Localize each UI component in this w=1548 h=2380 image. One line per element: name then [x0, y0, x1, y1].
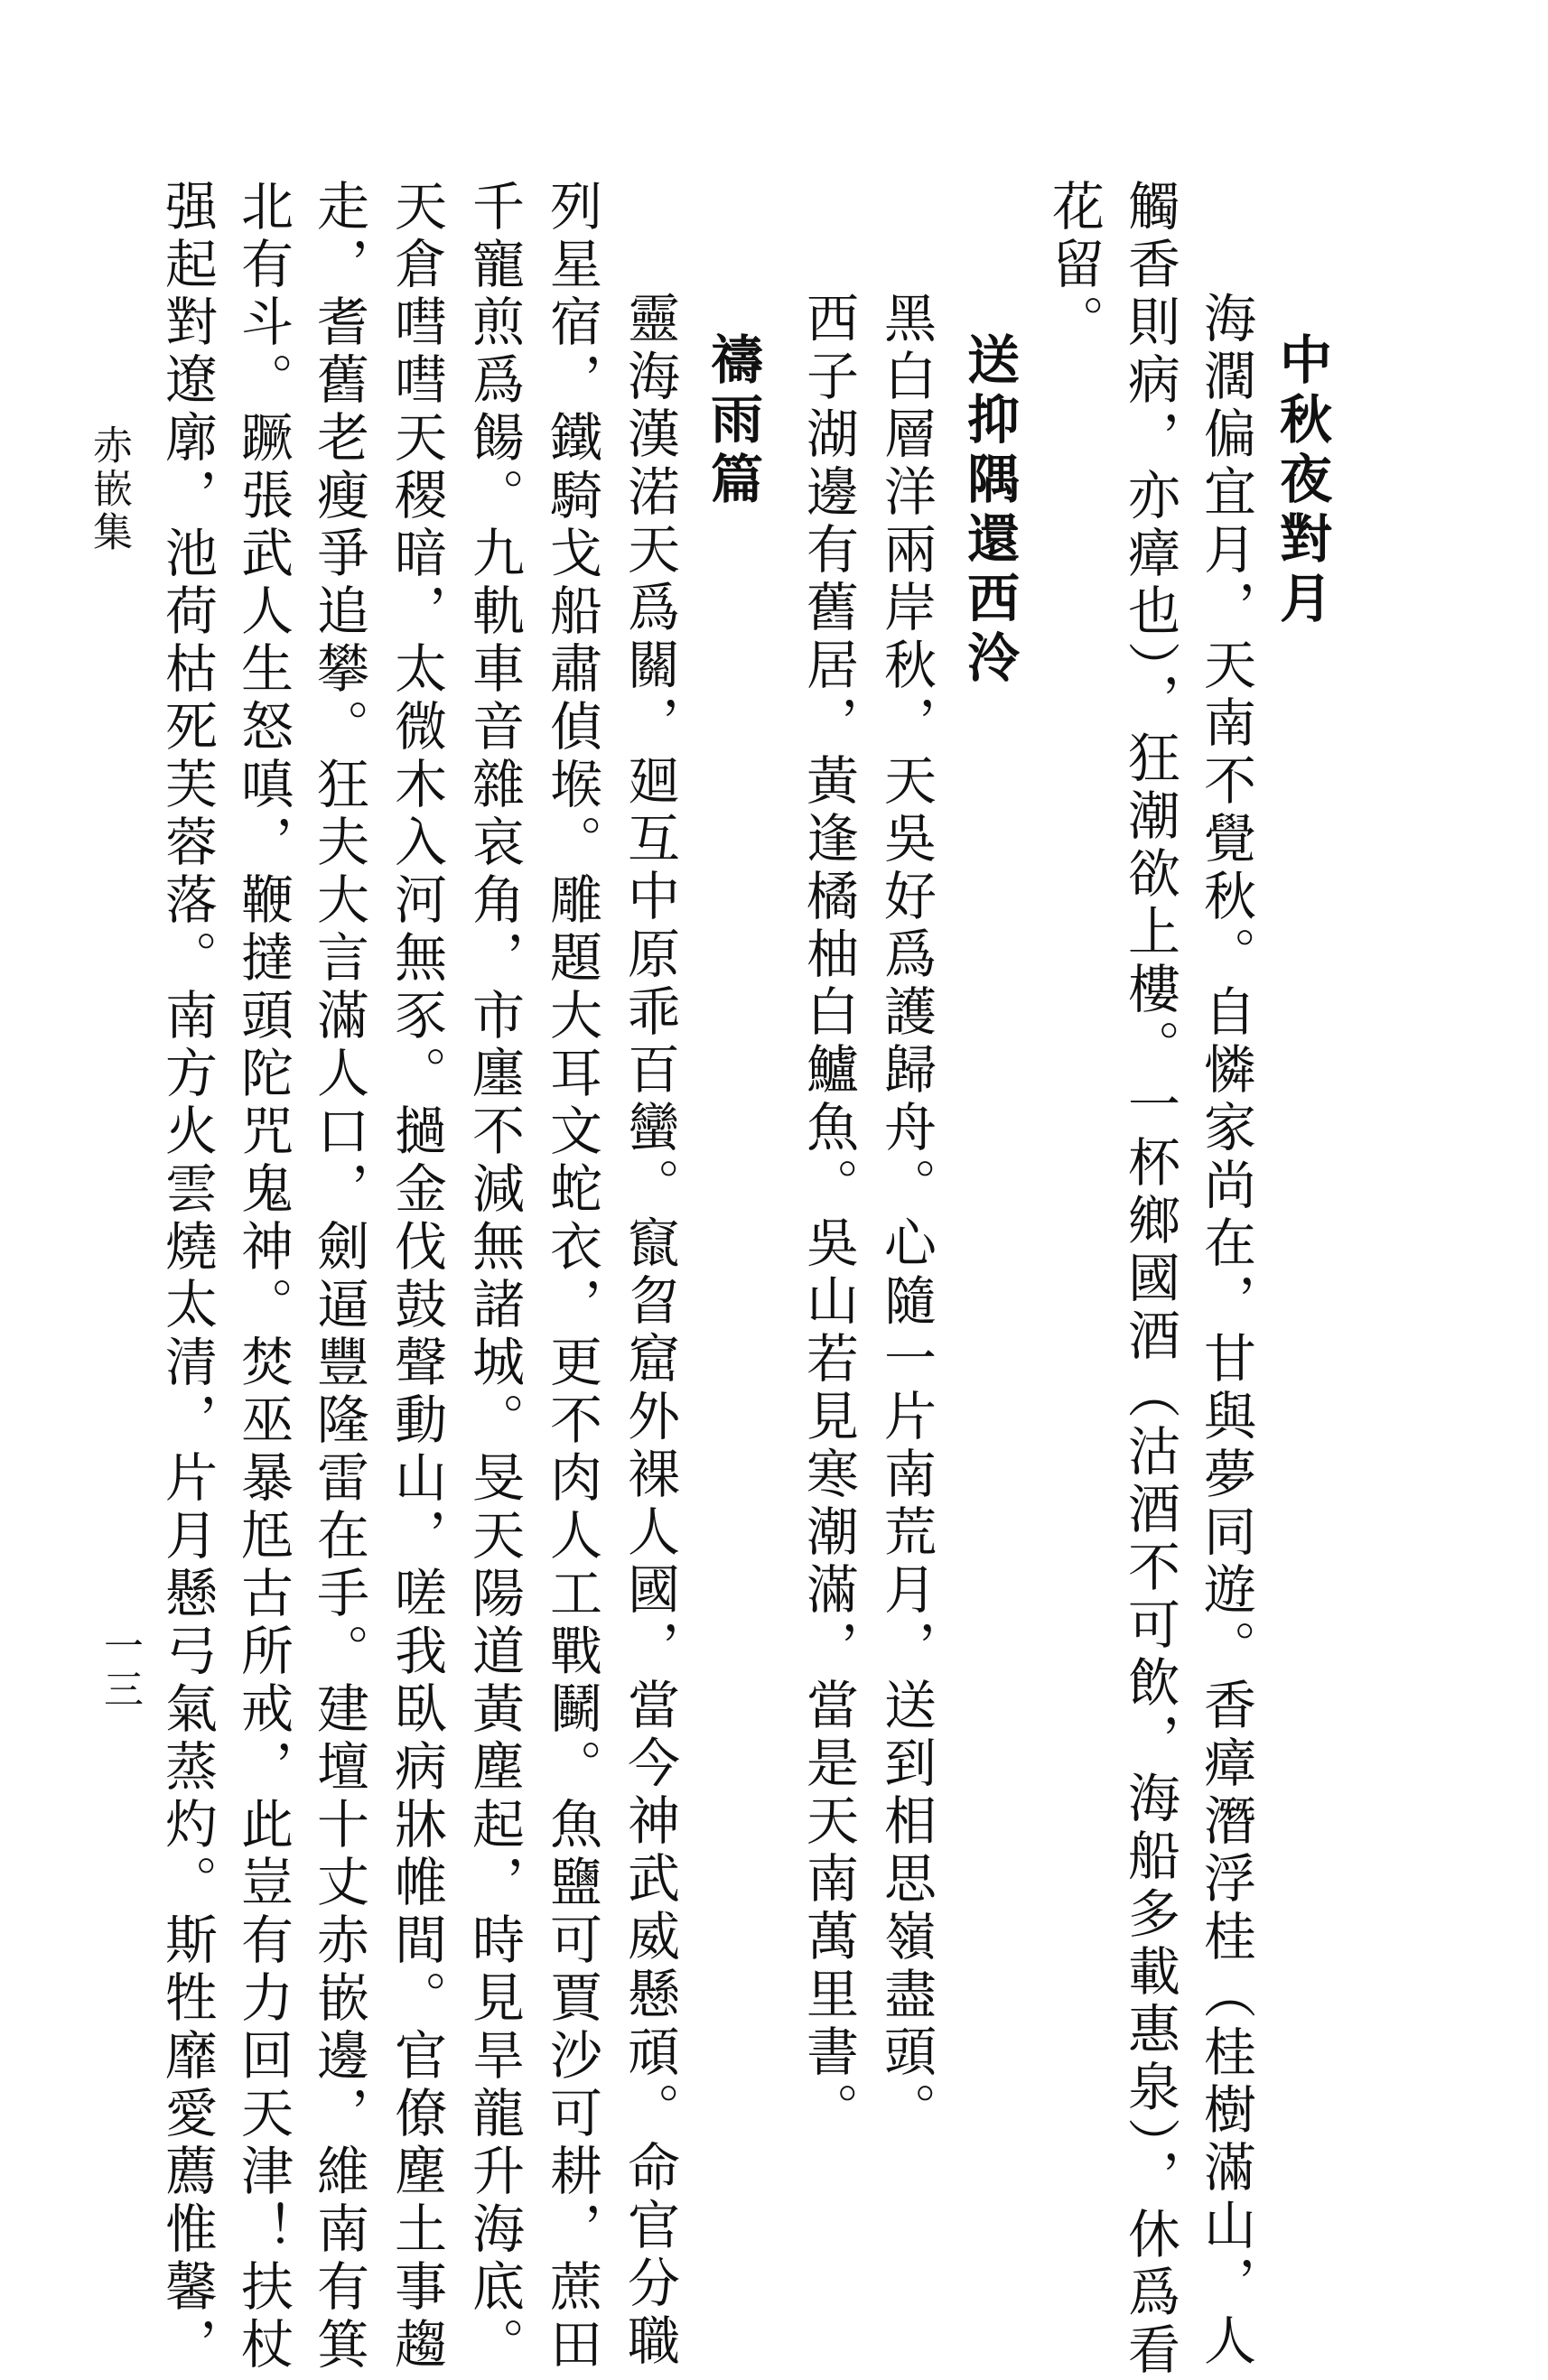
- poem-line: 黑白層洋兩岸秋，天吳好爲護歸舟。心隨一片南荒月，送到相思嶺盡頭。: [875, 291, 937, 2140]
- poem-line: 海濶偏宜月，天南不覺秋。自憐家尚在，甘與夢同遊。香瘴潛浮桂（桂樹滿山，人: [1195, 291, 1256, 2371]
- poem-line: 强起對遼廓，池荷枯死芙蓉落。南方火雲燒太清，片月懸弓氣蒸灼。斯牲靡愛薦惟馨，: [156, 179, 218, 2375]
- poem-line: 走，耆舊老瘦爭追攀。狂夫大言滿人口，劍逼豐隆雷在手。建壇十丈赤嵌邊，維南有箕: [308, 179, 369, 2375]
- book-title-footer: 赤嵌集: [86, 424, 132, 554]
- poem-line: 千寵煎爲餳。九軌車音雜哀角，市廛不減無諸城。旻天陽道黃塵起，時見旱龍升海底。: [463, 179, 525, 2375]
- poem-line: 列星宿，鐵騎戈船肅偵堠。雕題大耳文蛇衣，更不肉人工戰鬭。魚鹽可賈沙可耕，蔗田: [541, 179, 602, 2375]
- poem-line: 觸香則病，亦瘴也），狂潮欲上樓。一杯鄉國酒（沽酒不可飲，海船多載惠泉），休爲看: [1119, 179, 1180, 2380]
- poem-line: 天倉嘒嘒天稷暗，太微木入河無豕。撾金伐鼓聲動山，嗟我臥病牀帷間。官僚塵土事趨: [386, 179, 447, 2375]
- poem-line: 花留。: [1043, 179, 1105, 352]
- poem-line: 西子湖邊有舊居，黃逢橘柚白鱸魚。吳山若見寒潮滿，當是天南萬里書。: [797, 291, 859, 2140]
- poem-line: 北有斗。蹶張武人生怒嗔，鞭撻頭陀咒鬼神。焚巫暴尪古所戒，此豈有力回天津！扶杖: [232, 179, 294, 2375]
- poem-line: 靈海漢渃天爲關，廻互中原乖百蠻。竄曶窟外裸人國，當今神武威懸頑。命官分職: [619, 291, 680, 2371]
- poem-title: 中秋夜對月: [1271, 332, 1332, 630]
- poem-title: 禱雨篇: [702, 332, 763, 511]
- poem-title: 送抑隅還西泠: [958, 332, 1020, 690]
- page-number: 一三: [97, 1625, 143, 1712]
